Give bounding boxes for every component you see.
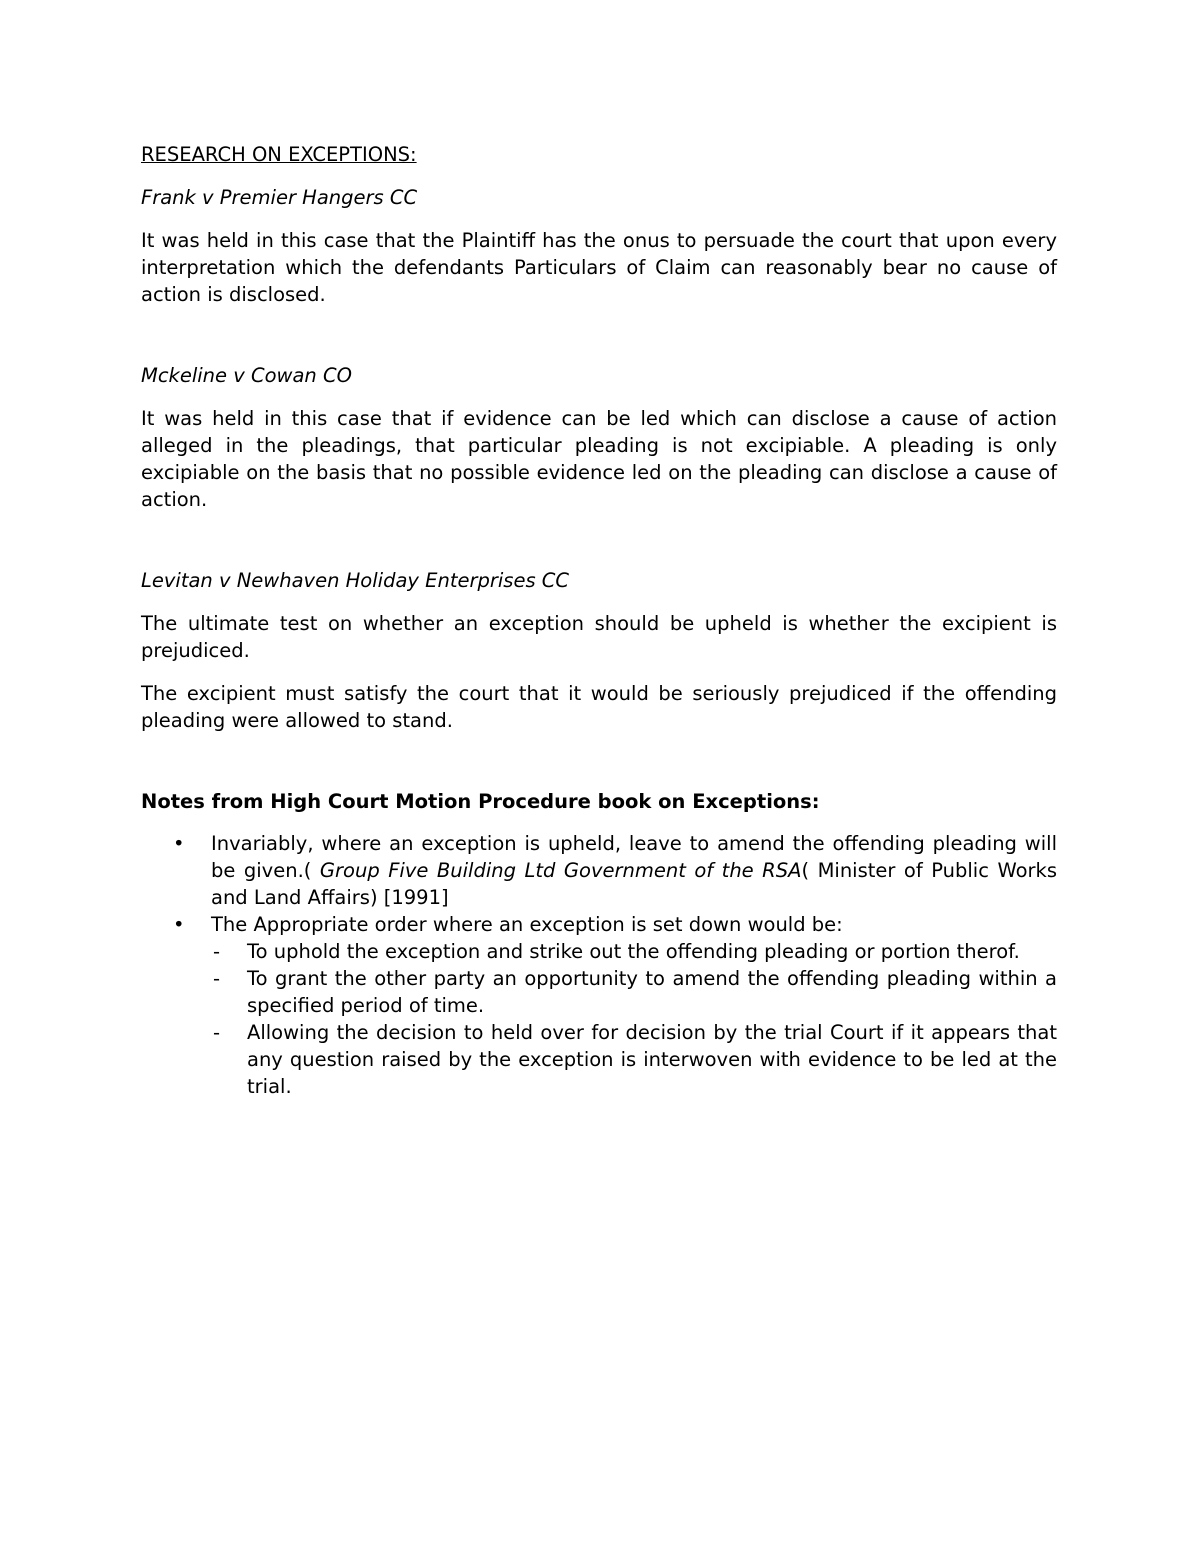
case-paragraph: The ultimate test on whether an exception should be upheld is whether the excipient is prejudiced.: [141, 612, 1057, 662]
bullet-text-after: ( Minister of Public Works and Land Affairs) [1991]: [211, 859, 1057, 909]
bullet-item: [141, 830, 1057, 911]
notes-heading: Notes from High Court Motion Procedure book on Exceptions:: [141, 790, 820, 813]
case-name-frank: Frank v Premier Hangers CC: [141, 186, 418, 209]
document-title: RESEARCH ON EXCEPTIONS:: [141, 143, 417, 166]
case-name-mckeline: Mckeline v Cowan CO: [141, 364, 352, 387]
dash-icon: -: [213, 967, 221, 990]
dash-icon: -: [213, 940, 221, 963]
case-citation: Group Five Building Ltd Government of the RSA: [319, 859, 802, 882]
sub-item-text: To grant the other party an opportunity to amend the offending pleading within a specified period of time.: [247, 967, 1057, 1017]
sub-item-text: To uphold the exception and strike out the offending pleading or portion therof.: [247, 940, 1020, 963]
sub-item-text: Allowing the decision to held over for decision by the trial Court if it appears that any question raised by the exception is interwoven with evidence to be led at the trial.: [247, 1021, 1057, 1098]
bullet-item: [141, 911, 1057, 1100]
bullet-icon: •: [173, 913, 185, 936]
sub-item-list: [211, 938, 1057, 1100]
spacer: [141, 529, 1057, 567]
case-paragraph: It was held in this case that the Plaintiff has the onus to persuade the court that upon every interpretation which the defendants Particulars of Claim can reasonably bear no cause of action is disclosed.: [141, 229, 1057, 306]
bullet-text: The Appropriate order where an exception is set down would be:: [211, 913, 843, 936]
sub-item: [211, 965, 1057, 1019]
dash-icon: -: [213, 1021, 221, 1044]
case-paragraph: The excipient must satisfy the court that it would be seriously prejudiced if the offending pleading were allowed to stand.: [141, 682, 1057, 732]
case-name-levitan: Levitan v Newhaven Holiday Enterprises CC: [141, 569, 570, 592]
sub-item: [211, 1019, 1057, 1100]
bullet-text: Invariably, where an exception is upheld, leave to amend the offending pleading will be given.(: [211, 832, 1057, 882]
bullet-icon: •: [173, 832, 185, 855]
sub-item: [211, 938, 1057, 965]
notes-bullet-list: [141, 830, 1057, 1100]
spacer: [141, 750, 1057, 788]
spacer: [141, 324, 1057, 362]
document-body: [141, 141, 1057, 1100]
case-paragraph: It was held in this case that if evidence can be led which can disclose a cause of action alleged in the pleadings, that particular pleading is not excipiable. A pleading is only excipiable on the basis that no possible evidence led on the pleading can disclose a cause of action.: [141, 407, 1057, 511]
